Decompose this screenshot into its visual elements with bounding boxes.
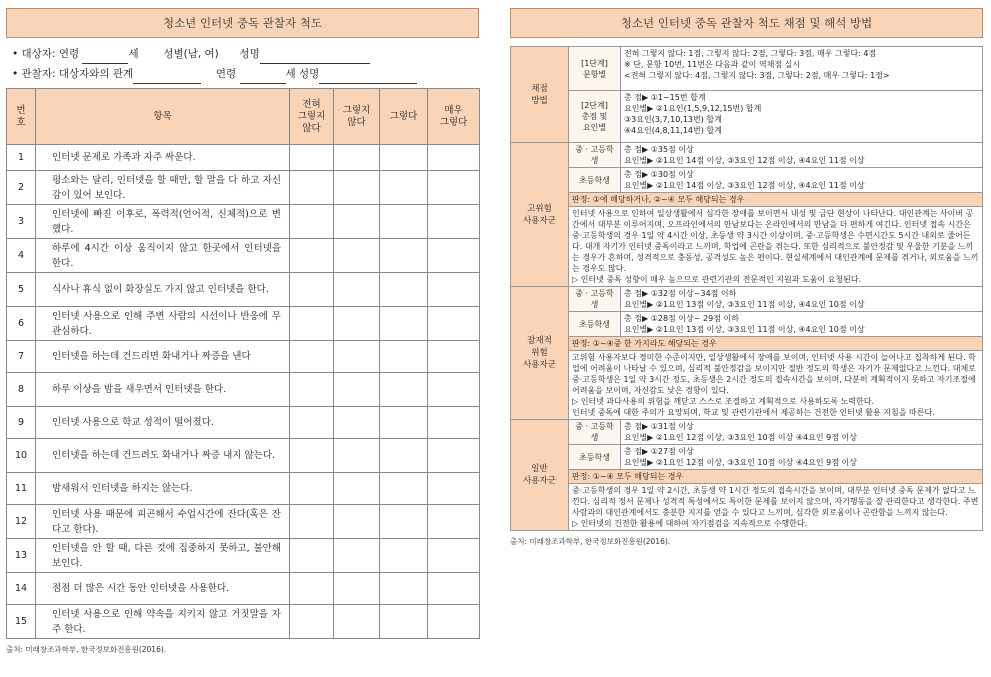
high-ele-text: 총 점▶ ①30점 이상 요인별▶ ②1요인 14점 이상, ③3요인 12점 이상, ④4요인 11점 이상 — [621, 168, 983, 193]
left-title: 청소년 인터넷 중독 관찰자 척도 — [6, 8, 479, 38]
header-yes: 그렇다 — [380, 89, 428, 145]
normal-verdict-row — [511, 470, 983, 484]
answer-cell-not[interactable] — [334, 439, 380, 473]
question-text: 평소와는 달리, 인터넷을 할 때만, 할 말을 다 하고 자신감이 있어 보인다. — [36, 171, 290, 205]
answer-cell-not[interactable] — [334, 307, 380, 341]
answer-cell-very[interactable] — [428, 439, 480, 473]
answer-cell-not[interactable] — [334, 205, 380, 239]
step2-label: [2단계] 총점 및 요인별 — [569, 91, 621, 143]
high-ele-row — [511, 168, 983, 193]
answer-cell-never[interactable] — [290, 341, 334, 373]
question-row — [7, 373, 480, 407]
scoring-label: 채점 방법 — [511, 47, 569, 143]
high-desc-row — [511, 207, 983, 287]
answer-cell-yes[interactable] — [380, 605, 428, 639]
question-text: 인터넷에 빠진 이후로, 폭력적(언어적, 신체적)으로 변했다. — [36, 205, 290, 239]
question-number: 13 — [7, 539, 36, 573]
question-number: 3 — [7, 205, 36, 239]
answer-cell-very[interactable] — [428, 145, 480, 171]
answer-cell-very[interactable] — [428, 239, 480, 273]
normal-description: 중·고등학생의 경우 1일 약 2시간, 초등생 약 1시간 정도의 접속시간을 보이며, 대부분 인터넷 중독 문제가 없다고 느낀다. 심리적 정서 문제나 성격적 특성에서도 특이한 문제를 보이지 않으며, 자기행동을 잘 관리한다고 생각한다. 주변 사람과의 대인관계에서도 충분한 지지를 얻을 수 있다고 느끼며, 심각한 외로움이나 곤란함을 느끼지 않는다. ▷ 인터넷의 건전한 활용에 대하여 자기점검을 지속적으로 수행한다. — [569, 484, 983, 531]
question-text: 식사나 휴식 없이 화장실도 가지 않고 인터넷을 한다. — [36, 273, 290, 307]
high-risk-label: 고위험 사용자군 — [511, 143, 569, 287]
answer-cell-very[interactable] — [428, 605, 480, 639]
step1-label: [1단계] 문항별 — [569, 47, 621, 91]
question-row — [7, 239, 480, 273]
risk-mid-row — [511, 287, 983, 312]
step2-text: 총 점▶ ①1~15번 합계 요인별▶ ②1요인(1,5,9,12,15번) 합계 ③3요인(3,7,10,13번) 합계 ④4요인(4,8,11,14번) 합계 — [621, 91, 983, 143]
question-text: 인터넷 문제로 가족과 자주 싸운다. — [36, 145, 290, 171]
risk-ele-text: 총 점▶ ①28점 이상~ 29점 이하 요인별▶ ②1요인 13점 이상, ③3요인 11점 이상, ④4요인 10점 이상 — [621, 312, 983, 337]
observer-line — [12, 64, 479, 84]
answer-cell-very[interactable] — [428, 341, 480, 373]
question-row — [7, 145, 480, 171]
scoring-step2-row — [511, 91, 983, 143]
risk-verdict-row — [511, 337, 983, 351]
normal-mid-label: 중 · 고등학생 — [569, 420, 621, 445]
normal-ele-row — [511, 445, 983, 470]
answer-cell-not[interactable] — [334, 473, 380, 505]
answer-cell-never[interactable] — [290, 605, 334, 639]
answer-cell-not[interactable] — [334, 505, 380, 539]
answer-cell-not[interactable] — [334, 407, 380, 439]
age-field[interactable] — [82, 51, 128, 64]
answer-cell-not[interactable] — [334, 573, 380, 605]
answer-cell-very[interactable] — [428, 505, 480, 539]
question-text: 인터넷을 안 할 때, 다른 것에 집중하지 못하고, 불안해 보인다. — [36, 539, 290, 573]
risk-description: 고위험 사용자보다 경미한 수준이지만, 일상생활에서 장애를 보이며, 인터넷 사용 시간이 늘어나고 집착하게 된다. 학업에 어려움이 나타날 수 있으며, 심리적 불안정감을 보이지만 절반 정도의 학생은 자기가 문제없다고 느낀다. 대체로 중·고등학생은 1일 약 3시간 정도, 초등생은 2시간 정도의 접속시간을 보이며, 다분히 계획적이지 못하고 자기조절에 어려움을 보이며, 자신감도 낮은 경향이 있다. ▷ 인터넷 과다사용의 위험을 깨닫고 스스로 조절하고 계획적으로 사용하도록 노력한다. 인터넷 중독에 대한 주의가 요망되며, 학교 및 관련기관에서 제공하는 건전한 인터넷 활용 지침을 따른다. — [569, 351, 983, 420]
answer-cell-never[interactable] — [290, 439, 334, 473]
answer-cell-never[interactable] — [290, 239, 334, 273]
subject-line — [12, 44, 479, 64]
high-mid-text: 총 점▶ ①35점 이상 요인별▶ ②1요인 14점 이상, ③3요인 12점 이상, ④4요인 11점 이상 — [621, 143, 983, 168]
answer-cell-yes[interactable] — [380, 239, 428, 273]
high-verdict: 판정: ①에 해당하거나, ②~④ 모두 해당되는 경우 — [569, 193, 983, 207]
observer-scale-panel — [6, 8, 479, 655]
answer-cell-never[interactable] — [290, 473, 334, 505]
answer-cell-never[interactable] — [290, 407, 334, 439]
observer-age-label: 연령 — [215, 68, 237, 80]
risk-mid-label: 중 · 고등학생 — [569, 287, 621, 312]
name-field[interactable] — [260, 51, 370, 64]
answer-cell-not[interactable] — [334, 171, 380, 205]
potential-risk-label: 잠재적 위험 사용자군 — [511, 287, 569, 420]
question-row — [7, 341, 480, 373]
answer-cell-never[interactable] — [290, 373, 334, 407]
normal-ele-label: 초등학생 — [569, 445, 621, 470]
answer-cell-never[interactable] — [290, 539, 334, 573]
question-number: 9 — [7, 407, 36, 439]
question-number: 4 — [7, 239, 36, 273]
subject-info — [6, 44, 479, 84]
question-number: 2 — [7, 171, 36, 205]
scoring-step1-row — [511, 47, 983, 91]
question-row — [7, 205, 480, 239]
question-row — [7, 573, 480, 605]
question-text: 하루 이상을 밤을 새우면서 인터넷을 한다. — [36, 373, 290, 407]
right-source: 출처: 미래창조과학부, 한국정보화진흥원(2016). — [510, 537, 671, 546]
question-number: 10 — [7, 439, 36, 473]
question-text: 인터넷 사용으로 인해 주변 사람의 시선이나 반응에 무관심하다. — [36, 307, 290, 341]
answer-cell-yes[interactable] — [380, 573, 428, 605]
answer-cell-yes[interactable] — [380, 171, 428, 205]
question-text: 밤새워서 인터넷을 하지는 않는다. — [36, 473, 290, 505]
high-mid-label: 중 · 고등학생 — [569, 143, 621, 168]
answer-cell-never[interactable] — [290, 145, 334, 171]
answer-cell-very[interactable] — [428, 407, 480, 439]
answer-cell-very[interactable] — [428, 473, 480, 505]
scoring-table — [510, 46, 983, 531]
question-number: 11 — [7, 473, 36, 505]
question-text: 인터넷을 하는데 건드리면 화내거나 짜증을 낸다 — [36, 341, 290, 373]
question-table — [6, 88, 480, 639]
step1-text: 전혀 그렇지 않다: 1점, 그렇지 않다: 2점, 그렇다: 3점, 매우 그렇다: 4점 ※ 단, 문항 10번, 11번은 다음과 같이 역채점 실시 <전혀 그렇지 않다: 4점, 그렇지 않다: 3점, 그렇다: 2점, 매우 그렇다: 1점> — [621, 47, 983, 91]
observer-name-field[interactable] — [319, 71, 417, 84]
answer-cell-yes[interactable] — [380, 145, 428, 171]
question-number: 15 — [7, 605, 36, 639]
question-number: 5 — [7, 273, 36, 307]
answer-cell-never[interactable] — [290, 505, 334, 539]
answer-cell-yes[interactable] — [380, 473, 428, 505]
gender-label: 성별(남, 여) — [163, 48, 219, 60]
high-ele-label: 초등학생 — [569, 168, 621, 193]
answer-cell-very[interactable] — [428, 273, 480, 307]
question-row — [7, 539, 480, 573]
answer-cell-yes[interactable] — [380, 539, 428, 573]
observer-prefix: • 관찰자: 대상자와의 관계 — [12, 68, 134, 80]
risk-ele-row — [511, 312, 983, 337]
answer-cell-yes[interactable] — [380, 341, 428, 373]
question-number: 8 — [7, 373, 36, 407]
question-text: 인터넷을 하는데 건드려도 화내거나 짜증 내지 않는다. — [36, 439, 290, 473]
header-item: 항목 — [36, 89, 290, 145]
question-number: 1 — [7, 145, 36, 171]
question-number: 12 — [7, 505, 36, 539]
answer-cell-not[interactable] — [334, 605, 380, 639]
question-text: 하루에 4시간 이상 움직이지 않고 한곳에서 인터넷을 한다. — [36, 239, 290, 273]
normal-verdict: 판정: ①~④ 모두 해당되는 경우 — [569, 470, 983, 484]
answer-cell-not[interactable] — [334, 145, 380, 171]
question-row — [7, 171, 480, 205]
question-body — [7, 145, 480, 639]
header-very: 매우 그렇다 — [428, 89, 480, 145]
header-never: 전혀 그렇지 않다 — [290, 89, 334, 145]
normal-user-label: 일반 사용자군 — [511, 420, 569, 531]
question-row — [7, 473, 480, 505]
answer-cell-very[interactable] — [428, 373, 480, 407]
risk-ele-label: 초등학생 — [569, 312, 621, 337]
high-mid-row — [511, 143, 983, 168]
answer-cell-very[interactable] — [428, 539, 480, 573]
risk-verdict: 판정: ①~④중 한 가지라도 해당되는 경우 — [569, 337, 983, 351]
header-not: 그렇지 않다 — [334, 89, 380, 145]
observer-age-field[interactable] — [240, 71, 286, 84]
answer-cell-very[interactable] — [428, 205, 480, 239]
question-row — [7, 307, 480, 341]
answer-cell-never[interactable] — [290, 273, 334, 307]
scoring-panel — [510, 8, 983, 547]
question-row — [7, 605, 480, 639]
question-row — [7, 407, 480, 439]
answer-cell-not[interactable] — [334, 373, 380, 407]
answer-cell-yes[interactable] — [380, 307, 428, 341]
normal-ele-text: 총 점▶ ①27점 이상 요인별▶ ②1요인 12점 이상, ③3요인 10점 이상 ④4요인 9점 이상 — [621, 445, 983, 470]
answer-cell-never[interactable] — [290, 205, 334, 239]
answer-cell-not[interactable] — [334, 273, 380, 307]
question-text: 인터넷 사용으로 인해 약속을 지키지 않고 거짓말을 자주 한다. — [36, 605, 290, 639]
question-row — [7, 439, 480, 473]
answer-cell-very[interactable] — [428, 573, 480, 605]
question-text: 인터넷 사용으로 학교 성적이 떨어졌다. — [36, 407, 290, 439]
age-unit: 세 — [128, 48, 139, 60]
question-number: 7 — [7, 341, 36, 373]
observer-name-label: 세 성명 — [285, 68, 320, 80]
answer-cell-yes[interactable] — [380, 439, 428, 473]
question-text: 점점 더 많은 시간 동안 인터넷을 사용한다. — [36, 573, 290, 605]
question-row — [7, 273, 480, 307]
answer-cell-yes[interactable] — [380, 505, 428, 539]
right-title: 청소년 인터넷 중독 관찰자 척도 채점 및 해석 방법 — [510, 8, 983, 38]
subject-prefix: • 대상자: 연령 — [12, 48, 80, 60]
answer-cell-not[interactable] — [334, 539, 380, 573]
answer-cell-yes[interactable] — [380, 373, 428, 407]
answer-cell-never[interactable] — [290, 573, 334, 605]
answer-cell-very[interactable] — [428, 307, 480, 341]
high-verdict-row — [511, 193, 983, 207]
question-row — [7, 505, 480, 539]
normal-mid-text: 총 점▶ ①31점 이상 요인별▶ ②1요인 12점 이상, ③3요인 10점 이상 ④4요인 9점 이상 — [621, 420, 983, 445]
normal-mid-row — [511, 420, 983, 445]
answer-cell-not[interactable] — [334, 341, 380, 373]
table-header-row — [7, 89, 480, 145]
answer-cell-yes[interactable] — [380, 407, 428, 439]
risk-desc-row — [511, 351, 983, 420]
relation-field[interactable] — [133, 71, 201, 84]
answer-cell-never[interactable] — [290, 307, 334, 341]
header-no: 번 호 — [7, 89, 36, 145]
answer-cell-yes[interactable] — [380, 205, 428, 239]
question-text: 인터넷 사용 때문에 피곤해서 수업시간에 잔다(혹은 잔다고 한다). — [36, 505, 290, 539]
answer-cell-very[interactable] — [428, 171, 480, 205]
high-description: 인터넷 사용으로 인하여 일상생활에서 심각한 장애를 보이면서 내성 및 금단 현상이 나타난다. 대인관계는 사이버 공간에서 대부분 이루어지며, 오프라인에서의 만남보다는 온라인에서의 만남을 더 편하게 여긴다. 인터넷 접속 시간은 중·고등학생의 경우 1일 약 4시간 이상, 초등생 약 3시간 이상이며, 중·고등학생은 수면시간도 5시간 내외로 줄어든다. 대개 자기가 인터넷 중독이라고 느끼며, 학업에 곤란을 겪는다. 또한 심리적으로 불안정감 및 우울한 기분을 느끼는 경우가 흔하며, 성격적으로 충동성, 공격성도 높은 편이다. 현실세계에서 대인관계에 문제를 겪거나, 외로움을 느끼는 경우도 많다. ▷ 인터넷 중독 성향이 매우 높으므로 관련기관의 전문적인 지원과 도움이 요청된다. — [569, 207, 983, 287]
left-source: 출처: 미래창조과학부, 한국정보화진흥원(2016). — [6, 645, 167, 654]
risk-mid-text: 총 점▶ ①32점 이상~34점 이하 요인별▶ ②1요인 13점 이상, ③3요인 11점 이상, ④4요인 10점 이상 — [621, 287, 983, 312]
name-label: 성명 — [239, 48, 260, 60]
question-number: 6 — [7, 307, 36, 341]
answer-cell-yes[interactable] — [380, 273, 428, 307]
answer-cell-never[interactable] — [290, 171, 334, 205]
question-number: 14 — [7, 573, 36, 605]
answer-cell-not[interactable] — [334, 239, 380, 273]
normal-desc-row — [511, 484, 983, 531]
